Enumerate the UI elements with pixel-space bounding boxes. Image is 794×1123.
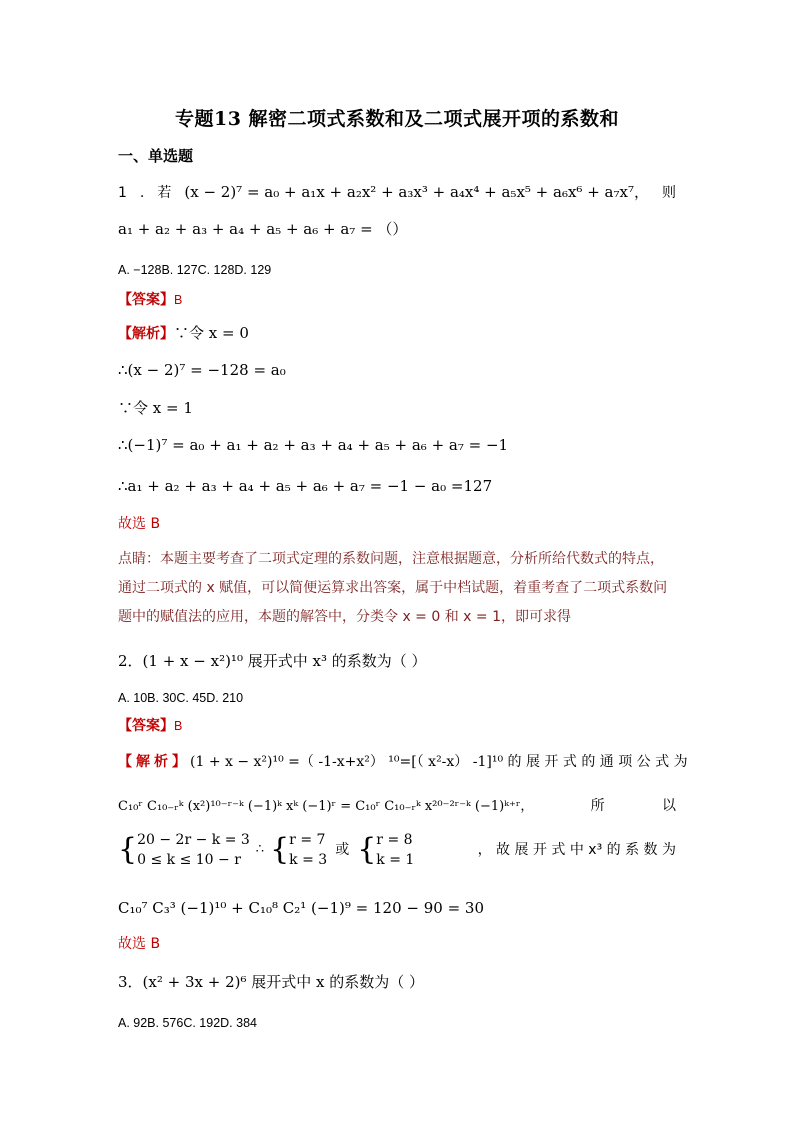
q2-choose: 故选 B (118, 936, 161, 952)
q1-choose: 故选 B (118, 516, 161, 532)
q1-stem-line (118, 181, 676, 202)
q2-analysis-line-1 (118, 752, 688, 772)
q3-stem: 3．(x² + 3x + 2)⁶ 展开式中 x 的系数为（ ） (118, 973, 425, 991)
section-heading: 一、单选题 (118, 147, 194, 165)
answer-letter: B (174, 719, 183, 733)
step-text: ∵令 x = 0 (174, 324, 249, 342)
answer-tag: 【答案】 (118, 718, 174, 734)
q1-analysis-step-5: ∴a₁ + a₂ + a₃ + a₄ + a₅ + a₆ + a₇ = −1 − a₀ =127 (118, 477, 493, 495)
q2-analysis-line-3 (118, 830, 676, 870)
left-brace: { (118, 832, 138, 867)
q2-analysis-line-4: C₁₀⁷ C₃³ (−1)¹⁰ + C₁₀⁸ C₂¹ (−1)⁹ = 120 − 90 = 30 (118, 899, 485, 917)
q1-analysis-step-1 (118, 323, 249, 344)
q2-answer (118, 715, 182, 736)
huo-char: 或 (335, 842, 350, 858)
q2-stem: 2．(1 + x − x²)¹⁰ 展开式中 x³ 的系数为（ ） (118, 652, 427, 670)
system-1-eq-1: 20 − 2r − k = 3 (137, 832, 250, 848)
q1-number: 1 (118, 185, 127, 201)
q1-dot: . (139, 185, 145, 201)
analysis-tag: 【解析】 (118, 754, 190, 770)
left-brace: { (357, 832, 377, 867)
coefficient-text: ， 故 展 开 式 中 x³ 的 系 数 为 (477, 842, 676, 858)
system-3 (376, 830, 414, 870)
suo-char: 所 (590, 798, 605, 814)
q3-options: A. 92B. 576C. 192D. 384 (118, 1016, 257, 1030)
system-3-eq-2: k = 1 (376, 852, 415, 868)
system-3-eq-1: r = 8 (376, 832, 413, 848)
left-brace: { (270, 832, 290, 867)
q1-analysis-step-3: ∵令 x = 1 (118, 399, 193, 417)
q1-options: A. −128B. 127C. 128D. 129 (118, 263, 272, 277)
system-2-eq-1: r = 7 (289, 832, 326, 848)
general-term-formula: C₁₀ʳ C₁₀₋ᵣᵏ (x²)¹⁰⁻ʳ⁻ᵏ (−1)ᵏ xᵏ (−1)ʳ = C₁₀ʳ C₁₀₋ᵣᵏ x²⁰⁻²ʳ⁻ᵏ (−1)ᵏ⁺ʳ， (118, 799, 534, 814)
q1-ruo: 若 (157, 185, 172, 201)
q1-ze: 则 (661, 185, 676, 201)
system-1-eq-2: 0 ≤ k ≤ 10 − r (137, 852, 241, 868)
answer-letter: B (174, 293, 183, 307)
q1-stem-line-2: a₁ + a₂ + a₃ + a₄ + a₅ + a₆ + a₇ = （） (118, 220, 408, 238)
system-2 (289, 830, 327, 870)
therefore-symbol: ∴ (255, 842, 265, 857)
q1-analysis-step-2: ∴(x − 2)⁷ = −128 = a₀ (118, 361, 286, 379)
q1-equation: (x − 2)⁷ = a₀ + a₁x + a₂x² + a₃x³ + a₄x⁴ + a₅x⁵ + a₆x⁶ + a₇x⁷， (184, 183, 649, 201)
system-2-eq-2: k = 3 (289, 852, 328, 868)
analysis-tag: 【解析】 (118, 326, 174, 342)
answer-tag: 【答案】 (118, 292, 174, 308)
page-title: 专题13 解密二项式系数和及二项式展开项的系数和 (174, 108, 620, 130)
q1-analysis-step-4: ∴(−1)⁷ = a₀ + a₁ + a₂ + a₃ + a₄ + a₅ + a₆ + a₇ = −1 (118, 436, 509, 454)
system-1 (137, 830, 250, 870)
q2-analysis-line-2 (118, 795, 676, 815)
q1-answer (118, 289, 182, 310)
q2-options: A. 10B. 30C. 45D. 210 (118, 691, 244, 705)
analysis-text: (1 + x − x²)¹⁰ =（ -1-x+x²） ¹⁰=[（ x²-x） -1]¹⁰ 的 展 开 式 的 通 项 公 式 为 (190, 754, 688, 770)
q1-note: 点睛：本题主要考查了二项式定理的系数问题，注意根据题意，分析所给代数式的特点，通过二项式的 x 赋值，可以简便运算求出答案，属于中档试题，着重考查了二项式系数问题中的赋值法的应用，本题的解答中，分类令 x = 0 和 x = 1，即可求得 (118, 551, 668, 625)
yi-char: 以 (661, 798, 676, 814)
